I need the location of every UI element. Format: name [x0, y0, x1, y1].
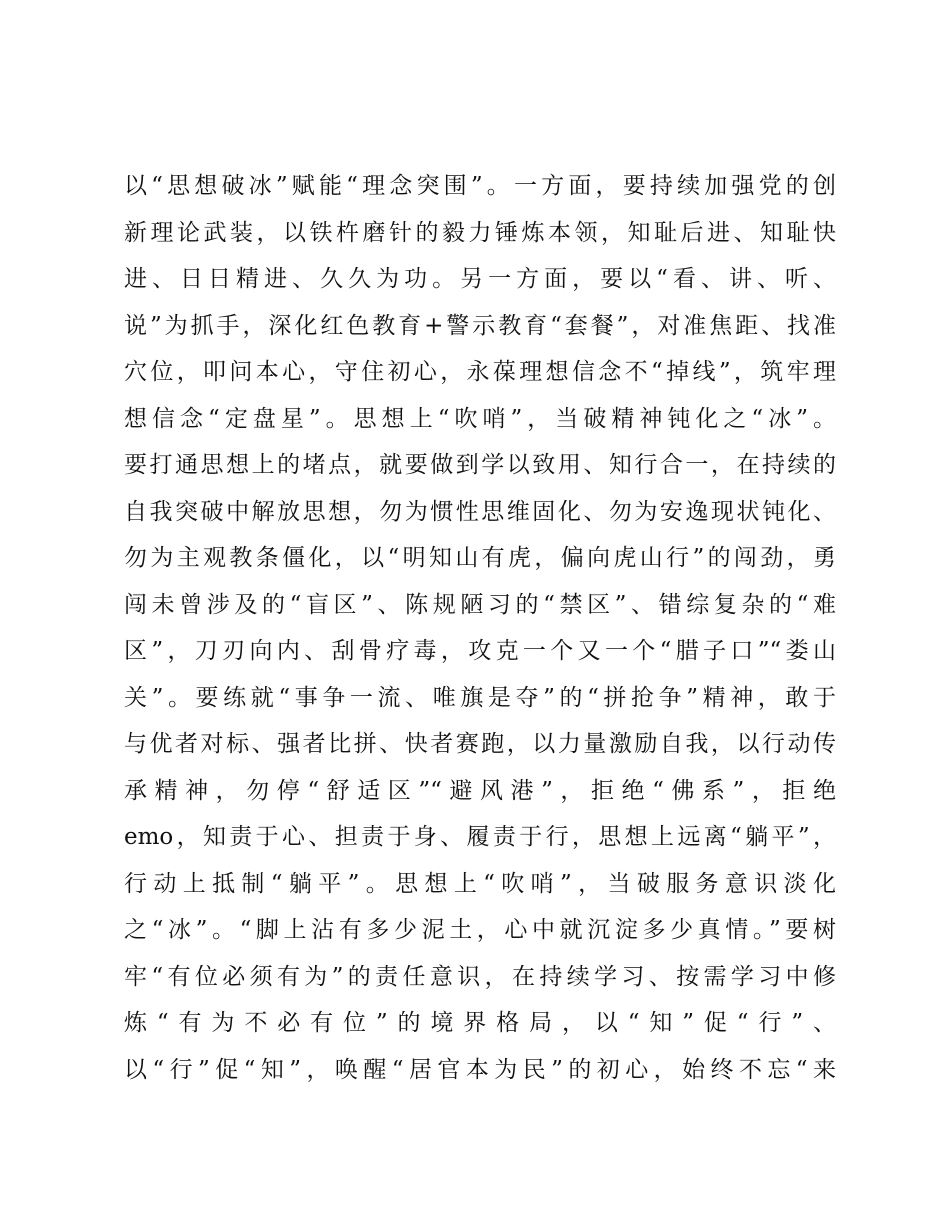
text-line: emo，知责于心、担责于身、履责于行，思想上远离“躺平”， [124, 824, 836, 850]
text-line: 区”，刀刃向内、刮骨疗毒，攻克一个又一个“腊子口”“娄山 [124, 638, 836, 664]
text-line: 炼“有为不必有位”的境界格局，以“知”促“行”、 [124, 1010, 836, 1036]
text-line: 牢“有位必须有为”的责任意识，在持续学习、按需学习中修 [124, 964, 836, 990]
text-line: 行动上抵制“躺平”。思想上“吹哨”，当破服务意识淡化 [124, 871, 836, 897]
text-line: 自我突破中解放思想，勿为惯性思维固化、勿为安逸现状钝化、 [124, 499, 836, 525]
text-line: 之“冰”。“脚上沾有多少泥土，心中就沉淀多少真情。”要树 [124, 917, 836, 943]
text-line: 与优者对标、强者比拼、快者赛跑，以力量激励自我，以行动传 [124, 731, 836, 757]
text-line: 承精神，勿停“舒适区”“避风港”，拒绝“佛系”，拒绝 [124, 778, 836, 804]
text-line: 想信念“定盘星”。思想上“吹哨”，当破精神钝化之“冰”。 [124, 406, 836, 432]
text-line: 关”。要练就“事争一流、唯旗是夺”的“拼抢争”精神，敢于 [124, 685, 836, 711]
text-line: 说”为抓手，深化红色教育+警示教育“套餐”，对准焦距、找准 [124, 313, 836, 339]
text-line: 勿为主观教条僵化，以“明知山有虎，偏向虎山行”的闯劲，勇 [124, 545, 836, 571]
text-line: 穴位，叩问本心，守住初心，永葆理想信念不“掉线”，筑牢理 [124, 359, 836, 385]
text-line: 闯未曾涉及的“盲区”、陈规陋习的“禁区”、错综复杂的“难 [124, 592, 836, 618]
text-line: 新理论武装，以铁杵磨针的毅力锤炼本领，知耻后进、知耻快 [124, 220, 836, 246]
text-line: 进、日日精进、久久为功。另一方面，要以“看、讲、听、 [124, 266, 836, 292]
text-line: 要打通思想上的堵点，就要做到学以致用、知行合一，在持续的 [124, 452, 836, 478]
text-line: 以“思想破冰”赋能“理念突围”。一方面，要持续加强党的创 [124, 173, 836, 199]
text-line: 以“行”促“知”，唤醒“居官本为民”的初心，始终不忘“来 [124, 1057, 836, 1083]
